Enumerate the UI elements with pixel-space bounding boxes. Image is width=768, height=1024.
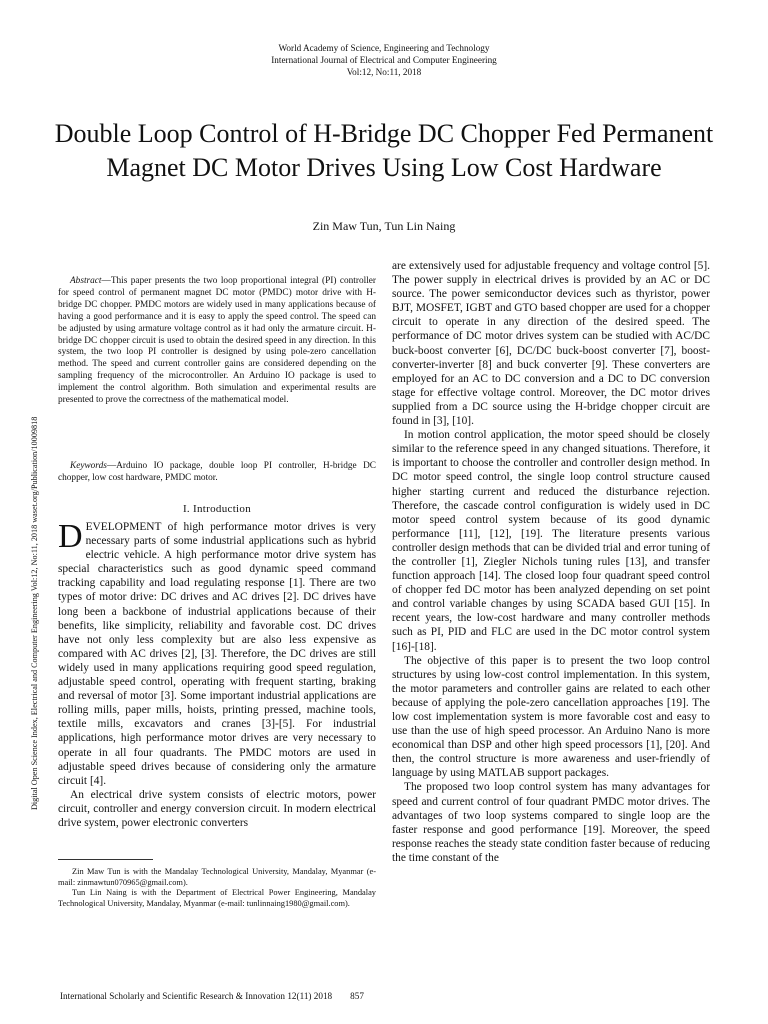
introduction-body: [58, 520, 376, 830]
paper-title: Double Loop Control of H-Bridge DC Chopper Fed Permanent Magnet DC Motor Drives Using Low Cost Hardware: [54, 119, 714, 182]
right-column-body: [392, 259, 710, 865]
sidebar-index-text: Digital Open Science Index, Electrical and Computer Engineering Vol:12, No:11, 2018 waset.org/Publication/10009818: [30, 416, 39, 810]
abstract-block: Abstract—This paper presents the two loop proportional integral (PI) controller for speed control of permanent magnet DC motor (PMDC) motor drive with H-bridge DC chopper. PMDC motors are widely used in many applications because of having a good performance and it is easy to apply the speed control. The speed can be adjusted by using armature voltage control as it had only the armature circuit. H-bridge DC chopper circuit is used to obtain the desired speed in any direction. In this system, the two loop PI controller is designed by using pole-zero cancellation method. The speed and current controller gains are considered depending on the sampling frequency of the microcontroller. An Arduino IO package is used to implement the control algorithm. Both simulation and experimental results are presented to prove the correctness of the mathematical model.: [58, 276, 376, 406]
footnote-2: Tun Lin Naing is with the Department of Electrical Power Engineering, Mandalay Technological University, Mandalay, Myanmar (e-mail: tunlinnaing1980@gmail.com).: [58, 888, 376, 908]
footnote-1: Zin Maw Tun is with the Mandalay Technological University, Mandalay, Myanmar (e-mail: zinmawtun070965@gmail.com).: [58, 867, 376, 887]
right-paragraph-4: The proposed two loop control system has many advantages for speed and current control of four quadrant PMDC motor drives. The advantages of two loop systems compared to single loop are the faster response and good performance [19]. Moreover, the speed response reaches the steady state condition faster because of reducing the time constant of the: [392, 781, 710, 864]
footnote-divider: [58, 859, 153, 860]
right-paragraph-1: are extensively used for adjustable frequency and voltage control [5]. The power supply in electrical drives is provided by an AC or DC source. The power semiconductor devices such as thyristor, power BJT, MOSFET, IGBT and GTO based chopper are used for a chopper circuit to operate in any direction of the desired speed. The performance of DC motor drives system can be studied with AC/DC buck-boost converter [6], DC/DC buck-boost converter [7], boost-converter-inverter [8] and buck converter [9]. These converters are employed for an AC to DC conversion and a DC to DC conversion stage for effective voltage control. Moreover, the DC motor drives supplied from a DC source using the H-bridge chopper circuit are found in [3], [10].: [392, 260, 710, 428]
intro-paragraph-2: An electrical drive system consists of electric motors, power circuit, controller and energy conversion circuit. In modern electrical drive system, power electronic converters: [58, 788, 376, 829]
keywords-label: Keywords: [70, 461, 107, 471]
abstract-text: This paper presents the two loop proportional integral (PI) controller for speed control of permanent magnet DC motor (PMDC) motor drive with H-bridge DC chopper. PMDC motors are widely used in many applications because of having a good performance and it is easy to apply the speed control. The speed can be adjusted by using armature voltage control as it had only the armature circuit. H-bridge DC chopper circuit is used to obtain the desired speed in any direction. In this system, the two loop PI controller is designed by using pole-zero cancellation method. The speed and current controller gains are considered depending on the sampling frequency of the microcontroller. An Arduino IO package is used to implement the control algorithm. Both simulation and experimental results are presented to prove the correctness of the mathematical model.: [58, 276, 376, 406]
right-paragraph-2: In motion control application, the motor speed should be closely similar to the reference speed in any changed situations. Therefore, it is important to choose the controller and controller design method. In DC motor speed control, the single loop control structure caused higher starting current and reduced the disturbance rejection. Therefore, the cascade control configuration is widely used in DC motor speed control system because of its good dynamic performance [11], [12], [19]. The literature presents various controller design methods that can be divided trial and error tuning of the controller [1], Ziegler Nichols tuning rules [13], and transfer function approach [14]. The closed loop four quadrant speed control of chopper fed DC motor has been analyzed depending on set point and control variable changes by using SCADA based GUI [15]. In recent years, the low-cost hardware and many controller methods such as PI, PID and FLC are used in the DC motor control system [16]-[18].: [392, 429, 710, 653]
intro-paragraph-1: EVELOPMENT of high performance motor drives is very necessary parts of some industrial applications such as hybrid electric vehicle. A high performance motor drive system has special characteristics such as good dynamic speed command tracking capability and load regulating response [1]. There are two types of motor drive: DC drives and AC drives [2]. DC drives have long been a backbone of industrial applications because of their benefits, like simplicity, reliability and favorable cost. DC drives have not only less complexity but are also less expensive as compared with AC drives [2], [3]. Therefore, the DC drives are still widely used in many applications requiring good speed regulation, adjustable speed control, operating with frequent starting, braking and reversal of motor [3]. Some important industrial applications are rolling mills, paper mills, hoists, printing pressed, machine tools, textile mills, excavators and cranes [3]-[5]. For industrial applications, high performance motor drives are very necessary to operate in all four quadrants. The PMDC motors are used in adjustable speed drives because of considering only the armature circuit [4].: [58, 521, 376, 787]
footer-journal: International Scholarly and Scientific Research & Innovation 12(11) 2018: [60, 991, 333, 1001]
drop-cap: D: [58, 518, 83, 555]
footnotes: [58, 867, 376, 909]
journal-header-line-2: International Journal of Electrical and Computer Engineering: [271, 55, 497, 65]
author-list: Zin Maw Tun, Tun Lin Naing: [312, 219, 456, 233]
section-heading: I. Introduction: [182, 503, 252, 515]
abstract-label: Abstract: [70, 276, 102, 286]
right-paragraph-3: The objective of this paper is to present the two loop control structures by using low-cost control implementation. In this system, the motor parameters and controller gains are related to each other because of applying the pole-zero cancellation approaches [19]. The low cost implementation system is more favorable cost and easy to use than the use of high speed processor. An Arduino Nano is more economical than DSP and other high speed processors [1], [20]. And then, the control structure is more awareness and user-friendly of language by using MATLAB support packages.: [392, 654, 710, 780]
journal-header-line-3: Vol:12, No:11, 2018: [346, 67, 422, 77]
keywords-text: Arduino IO package, double loop PI controller, H-bridge DC chopper, low cost hardware, PMDC motor.: [58, 461, 376, 483]
journal-header-line-1: World Academy of Science, Engineering and Technology: [278, 43, 490, 53]
keywords-block: Keywords—Arduino IO package, double loop PI controller, H-bridge DC chopper, low cost hardware, PMDC motor.: [58, 461, 376, 483]
page-number: 857: [350, 991, 364, 1001]
page-footer: [60, 991, 382, 1001]
